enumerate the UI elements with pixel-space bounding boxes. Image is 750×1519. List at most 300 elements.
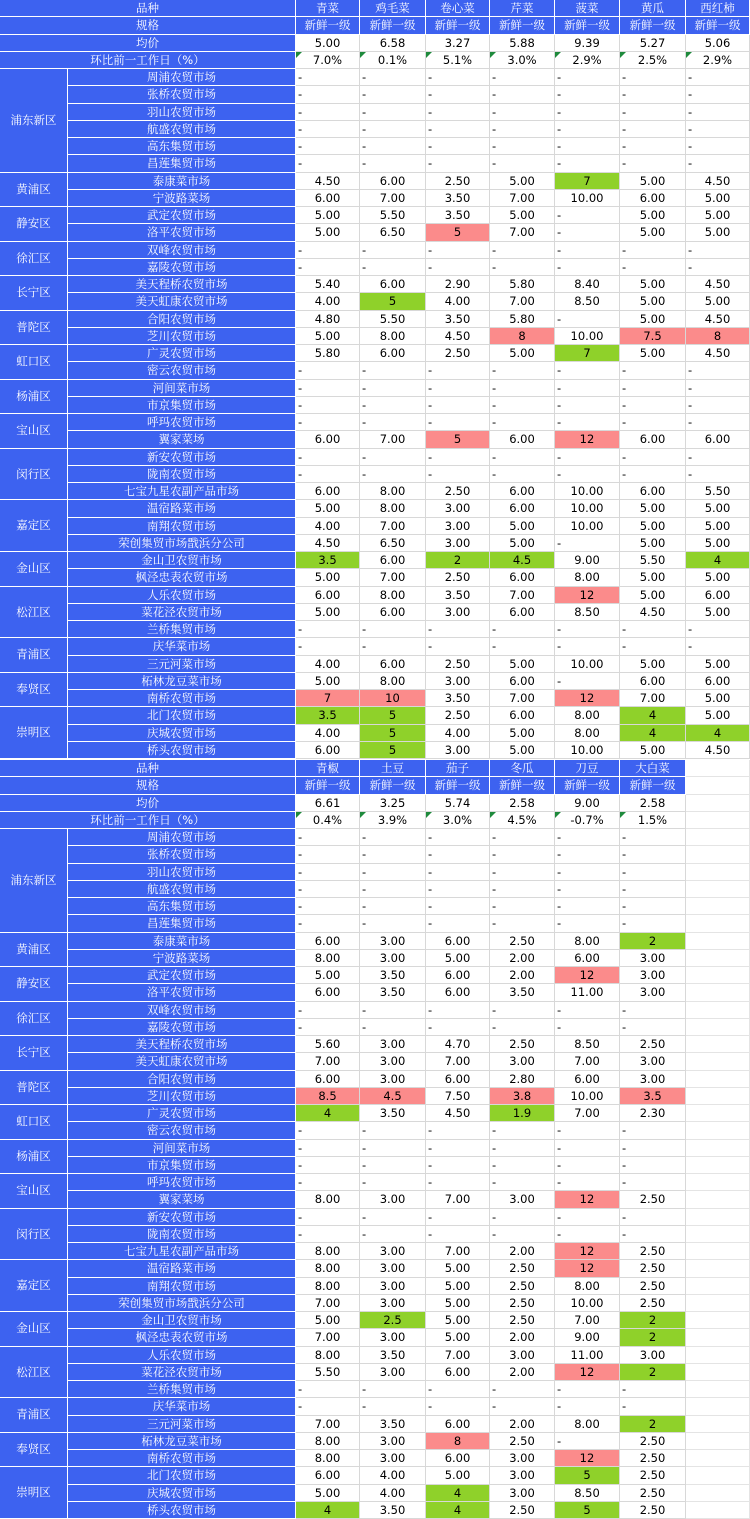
- price-cell[interactable]: -: [490, 138, 555, 155]
- price-cell[interactable]: 4.50: [686, 345, 750, 362]
- price-cell[interactable]: 3.00: [620, 967, 686, 984]
- price-cell[interactable]: 5.00: [620, 173, 686, 190]
- price-cell[interactable]: -: [555, 1174, 620, 1191]
- change-percent[interactable]: 7.0%: [296, 52, 360, 69]
- price-cell[interactable]: 5.00: [490, 345, 555, 362]
- price-cell[interactable]: -: [360, 104, 426, 121]
- price-cell[interactable]: -: [620, 414, 686, 431]
- price-cell[interactable]: -: [360, 138, 426, 155]
- price-cell[interactable]: -: [426, 846, 490, 863]
- price-cell[interactable]: 2.50: [426, 707, 490, 724]
- price-cell[interactable]: -: [555, 86, 620, 103]
- price-cell[interactable]: 5.00: [490, 725, 555, 742]
- price-cell[interactable]: -: [555, 898, 620, 915]
- price-cell[interactable]: -: [490, 1140, 555, 1157]
- price-cell[interactable]: 2: [620, 1329, 686, 1346]
- price-cell[interactable]: -: [620, 898, 686, 915]
- price-cell[interactable]: 5.50: [360, 311, 426, 328]
- average-price[interactable]: 5.27: [620, 35, 686, 52]
- price-cell[interactable]: 7.00: [490, 690, 555, 707]
- price-cell[interactable]: -: [620, 1122, 686, 1139]
- price-cell[interactable]: 2.5: [360, 1312, 426, 1329]
- spec-cell[interactable]: 新鲜一级: [686, 17, 750, 34]
- price-cell[interactable]: 8.00: [555, 707, 620, 724]
- price-cell[interactable]: -: [296, 898, 360, 915]
- price-cell[interactable]: -: [296, 69, 360, 86]
- price-cell[interactable]: 8: [686, 328, 750, 345]
- empty-cell[interactable]: [686, 1036, 750, 1053]
- price-cell[interactable]: 12: [555, 1191, 620, 1208]
- price-cell[interactable]: 3.00: [426, 604, 490, 621]
- price-cell[interactable]: 7.00: [555, 1312, 620, 1329]
- price-cell[interactable]: 6.00: [426, 984, 490, 1001]
- price-cell[interactable]: -: [296, 380, 360, 397]
- price-cell[interactable]: 3.50: [360, 1105, 426, 1122]
- price-cell[interactable]: 6.50: [360, 535, 426, 552]
- price-cell[interactable]: -: [555, 535, 620, 552]
- price-cell[interactable]: -: [296, 1019, 360, 1036]
- empty-cell[interactable]: [686, 1364, 750, 1381]
- vegetable-name[interactable]: 芹菜: [490, 0, 555, 17]
- price-cell[interactable]: 8: [426, 1433, 490, 1450]
- price-cell[interactable]: 3.00: [426, 518, 490, 535]
- price-cell[interactable]: -: [555, 397, 620, 414]
- price-cell[interactable]: 12: [555, 1450, 620, 1467]
- price-cell[interactable]: 6.00: [296, 742, 360, 759]
- price-cell[interactable]: -: [490, 449, 555, 466]
- price-cell[interactable]: -: [426, 829, 490, 846]
- empty-cell[interactable]: [686, 1381, 750, 1398]
- price-cell[interactable]: -: [426, 915, 490, 932]
- price-cell[interactable]: -: [296, 449, 360, 466]
- price-cell[interactable]: 8.40: [555, 276, 620, 293]
- price-cell[interactable]: 8.50: [555, 293, 620, 310]
- empty-cell[interactable]: [686, 898, 750, 915]
- price-cell[interactable]: -: [426, 362, 490, 379]
- price-cell[interactable]: -: [360, 397, 426, 414]
- price-cell[interactable]: 1.9: [490, 1105, 555, 1122]
- price-cell[interactable]: -: [296, 1226, 360, 1243]
- price-cell[interactable]: 8.00: [296, 1450, 360, 1467]
- price-cell[interactable]: 5.00: [296, 328, 360, 345]
- price-cell[interactable]: 6.00: [686, 587, 750, 604]
- price-cell[interactable]: -: [555, 259, 620, 276]
- price-cell[interactable]: 2.50: [426, 569, 490, 586]
- price-cell[interactable]: 3.50: [426, 311, 490, 328]
- spec-cell[interactable]: 新鲜一级: [490, 17, 555, 34]
- price-cell[interactable]: -: [555, 380, 620, 397]
- price-cell[interactable]: -: [555, 104, 620, 121]
- price-cell[interactable]: -: [686, 138, 750, 155]
- price-cell[interactable]: -: [620, 466, 686, 483]
- price-cell[interactable]: -: [555, 311, 620, 328]
- price-cell[interactable]: 5: [360, 293, 426, 310]
- price-cell[interactable]: -: [426, 104, 490, 121]
- price-cell[interactable]: 8.00: [555, 725, 620, 742]
- price-cell[interactable]: -: [296, 621, 360, 638]
- price-cell[interactable]: 5.00: [686, 535, 750, 552]
- price-cell[interactable]: 7.00: [360, 569, 426, 586]
- price-cell[interactable]: 9.00: [555, 1329, 620, 1346]
- price-cell[interactable]: 5.00: [426, 950, 490, 967]
- price-cell[interactable]: 2: [426, 552, 490, 569]
- price-cell[interactable]: 2.00: [490, 1364, 555, 1381]
- empty-cell[interactable]: [686, 1157, 750, 1174]
- price-cell[interactable]: -: [490, 1381, 555, 1398]
- price-cell[interactable]: 4.70: [426, 1036, 490, 1053]
- price-cell[interactable]: 5.00: [686, 604, 750, 621]
- price-cell[interactable]: -: [296, 846, 360, 863]
- price-cell[interactable]: 3.50: [360, 1502, 426, 1519]
- price-cell[interactable]: -: [360, 1226, 426, 1243]
- price-cell[interactable]: -: [426, 621, 490, 638]
- price-cell[interactable]: 6.00: [620, 431, 686, 448]
- price-cell[interactable]: 4.50: [686, 173, 750, 190]
- price-cell[interactable]: 8.00: [296, 1347, 360, 1364]
- price-cell[interactable]: 7.00: [490, 224, 555, 241]
- price-cell[interactable]: -: [360, 466, 426, 483]
- price-cell[interactable]: 7.00: [360, 431, 426, 448]
- price-cell[interactable]: 6.00: [296, 483, 360, 500]
- change-percent[interactable]: 4.5%: [490, 812, 555, 829]
- price-cell[interactable]: 8.50: [555, 1485, 620, 1502]
- price-cell[interactable]: 8.50: [555, 604, 620, 621]
- price-cell[interactable]: -: [555, 362, 620, 379]
- price-cell[interactable]: -: [490, 1019, 555, 1036]
- price-cell[interactable]: -: [555, 138, 620, 155]
- price-cell[interactable]: 2.90: [426, 276, 490, 293]
- price-cell[interactable]: 2.50: [490, 1295, 555, 1312]
- price-cell[interactable]: 8.00: [555, 1416, 620, 1433]
- price-cell[interactable]: 6.00: [620, 673, 686, 690]
- price-cell[interactable]: 10.00: [555, 742, 620, 759]
- empty-cell[interactable]: [686, 1191, 750, 1208]
- price-cell[interactable]: -: [620, 380, 686, 397]
- price-cell[interactable]: -: [555, 449, 620, 466]
- price-cell[interactable]: -: [620, 864, 686, 881]
- price-cell[interactable]: 5.00: [686, 190, 750, 207]
- price-cell[interactable]: -: [490, 1209, 555, 1226]
- price-cell[interactable]: 4.80: [296, 311, 360, 328]
- price-cell[interactable]: 3.00: [360, 933, 426, 950]
- price-cell[interactable]: -: [686, 155, 750, 172]
- vegetable-name[interactable]: 黄瓜: [620, 0, 686, 17]
- price-cell[interactable]: 6.00: [296, 431, 360, 448]
- price-cell[interactable]: 3.00: [426, 742, 490, 759]
- price-cell[interactable]: 3.00: [620, 950, 686, 967]
- price-cell[interactable]: 6.00: [426, 1071, 490, 1088]
- empty-cell[interactable]: [686, 1088, 750, 1105]
- price-cell[interactable]: 7.00: [490, 293, 555, 310]
- price-cell[interactable]: 5.00: [620, 518, 686, 535]
- price-cell[interactable]: 8.00: [555, 569, 620, 586]
- price-cell[interactable]: 3.00: [490, 1485, 555, 1502]
- price-cell[interactable]: -: [360, 864, 426, 881]
- price-cell[interactable]: -: [686, 621, 750, 638]
- price-cell[interactable]: 5: [555, 1502, 620, 1519]
- price-cell[interactable]: 4.50: [426, 1105, 490, 1122]
- price-cell[interactable]: -: [296, 1157, 360, 1174]
- price-cell[interactable]: -: [620, 259, 686, 276]
- price-cell[interactable]: 10.00: [555, 328, 620, 345]
- price-cell[interactable]: 12: [555, 690, 620, 707]
- spec-cell[interactable]: 新鲜一级: [360, 17, 426, 34]
- price-cell[interactable]: 6.00: [555, 950, 620, 967]
- price-cell[interactable]: -: [360, 638, 426, 655]
- price-cell[interactable]: -: [490, 881, 555, 898]
- price-cell[interactable]: 3.00: [360, 1433, 426, 1450]
- price-cell[interactable]: -: [360, 1209, 426, 1226]
- change-percent[interactable]: 1.5%: [620, 812, 686, 829]
- price-cell[interactable]: 4: [620, 707, 686, 724]
- price-cell[interactable]: 5.00: [620, 569, 686, 586]
- price-cell[interactable]: 5.00: [296, 500, 360, 517]
- empty-cell[interactable]: [686, 1260, 750, 1277]
- price-cell[interactable]: -: [296, 1140, 360, 1157]
- price-cell[interactable]: 5.00: [426, 1467, 490, 1484]
- price-cell[interactable]: 6.00: [360, 276, 426, 293]
- price-cell[interactable]: 4.50: [296, 535, 360, 552]
- price-cell[interactable]: -: [426, 1002, 490, 1019]
- price-cell[interactable]: 5.00: [296, 673, 360, 690]
- change-percent[interactable]: 2.9%: [555, 52, 620, 69]
- empty-cell[interactable]: [686, 967, 750, 984]
- price-cell[interactable]: 5: [360, 742, 426, 759]
- price-cell[interactable]: 8.00: [360, 587, 426, 604]
- empty-cell[interactable]: [686, 1398, 750, 1415]
- vegetable-name[interactable]: 鸡毛菜: [360, 0, 426, 17]
- price-cell[interactable]: -: [426, 86, 490, 103]
- price-cell[interactable]: 3.00: [426, 673, 490, 690]
- price-cell[interactable]: 10: [360, 690, 426, 707]
- price-cell[interactable]: 3.5: [296, 552, 360, 569]
- average-price[interactable]: 5.88: [490, 35, 555, 52]
- price-cell[interactable]: -: [490, 1226, 555, 1243]
- price-cell[interactable]: 2.50: [620, 1260, 686, 1277]
- price-cell[interactable]: 7.00: [296, 1416, 360, 1433]
- price-cell[interactable]: 5.80: [296, 345, 360, 362]
- price-cell[interactable]: 10.00: [555, 1295, 620, 1312]
- price-cell[interactable]: 5.00: [426, 1329, 490, 1346]
- price-cell[interactable]: 11.00: [555, 1347, 620, 1364]
- price-cell[interactable]: -: [686, 86, 750, 103]
- price-cell[interactable]: -: [555, 155, 620, 172]
- price-cell[interactable]: -: [490, 362, 555, 379]
- price-cell[interactable]: 7.50: [426, 1088, 490, 1105]
- price-cell[interactable]: 8.5: [296, 1088, 360, 1105]
- price-cell[interactable]: 5.80: [490, 276, 555, 293]
- empty-cell[interactable]: [686, 1209, 750, 1226]
- average-price[interactable]: 3.27: [426, 35, 490, 52]
- empty-cell[interactable]: [686, 1243, 750, 1260]
- price-cell[interactable]: -: [426, 138, 490, 155]
- empty-cell[interactable]: [686, 777, 750, 794]
- price-cell[interactable]: -: [360, 1140, 426, 1157]
- price-cell[interactable]: -: [555, 1381, 620, 1398]
- price-cell[interactable]: 3.00: [360, 1329, 426, 1346]
- price-cell[interactable]: -: [426, 414, 490, 431]
- price-cell[interactable]: 2.00: [490, 967, 555, 984]
- price-cell[interactable]: -: [555, 1398, 620, 1415]
- price-cell[interactable]: 5.00: [296, 967, 360, 984]
- price-cell[interactable]: -: [686, 259, 750, 276]
- empty-cell[interactable]: [686, 933, 750, 950]
- price-cell[interactable]: -: [360, 1174, 426, 1191]
- price-cell[interactable]: -: [555, 224, 620, 241]
- price-cell[interactable]: -: [360, 1002, 426, 1019]
- price-cell[interactable]: -: [426, 69, 490, 86]
- price-cell[interactable]: -: [360, 414, 426, 431]
- price-cell[interactable]: 6.00: [490, 569, 555, 586]
- price-cell[interactable]: 6.00: [360, 604, 426, 621]
- spec-cell[interactable]: 新鲜一级: [296, 777, 360, 794]
- price-cell[interactable]: -: [620, 621, 686, 638]
- price-cell[interactable]: 8: [490, 328, 555, 345]
- price-cell[interactable]: -: [620, 449, 686, 466]
- price-cell[interactable]: 3.50: [426, 690, 490, 707]
- empty-cell[interactable]: [686, 1467, 750, 1484]
- price-cell[interactable]: 5.00: [490, 518, 555, 535]
- price-cell[interactable]: -: [620, 104, 686, 121]
- price-cell[interactable]: 3.50: [360, 1416, 426, 1433]
- change-percent[interactable]: 0.1%: [360, 52, 426, 69]
- price-cell[interactable]: -: [490, 1157, 555, 1174]
- average-price[interactable]: 9.39: [555, 35, 620, 52]
- price-cell[interactable]: 7.00: [555, 1105, 620, 1122]
- price-cell[interactable]: -: [620, 1174, 686, 1191]
- price-cell[interactable]: 5.00: [296, 207, 360, 224]
- price-cell[interactable]: -: [620, 846, 686, 863]
- price-cell[interactable]: 4.00: [360, 1467, 426, 1484]
- price-cell[interactable]: -: [620, 397, 686, 414]
- price-cell[interactable]: 2.00: [490, 1329, 555, 1346]
- price-cell[interactable]: 5.00: [686, 293, 750, 310]
- price-cell[interactable]: -: [620, 138, 686, 155]
- price-cell[interactable]: 6.00: [360, 345, 426, 362]
- price-cell[interactable]: -: [555, 881, 620, 898]
- price-cell[interactable]: -: [296, 397, 360, 414]
- price-cell[interactable]: 2.50: [490, 1312, 555, 1329]
- spec-cell[interactable]: 新鲜一级: [360, 777, 426, 794]
- price-cell[interactable]: 5: [360, 725, 426, 742]
- price-cell[interactable]: 6.00: [296, 1467, 360, 1484]
- price-cell[interactable]: 5.00: [296, 1485, 360, 1502]
- price-cell[interactable]: 7.00: [360, 518, 426, 535]
- price-cell[interactable]: -: [620, 915, 686, 932]
- price-cell[interactable]: -: [296, 881, 360, 898]
- price-cell[interactable]: 6.00: [296, 587, 360, 604]
- price-cell[interactable]: -: [296, 121, 360, 138]
- price-cell[interactable]: 5.00: [620, 224, 686, 241]
- spec-cell[interactable]: 新鲜一级: [490, 777, 555, 794]
- price-cell[interactable]: -: [555, 414, 620, 431]
- price-cell[interactable]: 5.50: [360, 207, 426, 224]
- price-cell[interactable]: -: [686, 449, 750, 466]
- price-cell[interactable]: 2.50: [620, 1485, 686, 1502]
- empty-cell[interactable]: [686, 881, 750, 898]
- price-cell[interactable]: 3.00: [490, 1053, 555, 1070]
- price-cell[interactable]: -: [686, 380, 750, 397]
- price-cell[interactable]: 2.00: [490, 1416, 555, 1433]
- price-cell[interactable]: 5: [555, 1467, 620, 1484]
- spec-cell[interactable]: 新鲜一级: [620, 777, 686, 794]
- price-cell[interactable]: 10.00: [555, 656, 620, 673]
- change-percent[interactable]: 5.1%: [426, 52, 490, 69]
- price-cell[interactable]: 6.00: [490, 431, 555, 448]
- empty-cell[interactable]: [686, 1140, 750, 1157]
- price-cell[interactable]: -: [360, 1381, 426, 1398]
- spec-cell[interactable]: 新鲜一级: [555, 17, 620, 34]
- price-cell[interactable]: 4.00: [426, 293, 490, 310]
- price-cell[interactable]: 3.00: [426, 535, 490, 552]
- price-cell[interactable]: -: [360, 1122, 426, 1139]
- empty-cell[interactable]: [686, 1174, 750, 1191]
- price-cell[interactable]: -: [296, 1002, 360, 1019]
- price-cell[interactable]: 8.00: [555, 933, 620, 950]
- price-cell[interactable]: 3.50: [426, 190, 490, 207]
- price-cell[interactable]: 5.00: [620, 535, 686, 552]
- price-cell[interactable]: 2: [620, 1364, 686, 1381]
- price-cell[interactable]: -: [426, 1122, 490, 1139]
- vegetable-name[interactable]: 刀豆: [555, 760, 620, 777]
- price-cell[interactable]: 8.00: [360, 328, 426, 345]
- price-cell[interactable]: -: [686, 242, 750, 259]
- price-cell[interactable]: 5.50: [620, 552, 686, 569]
- price-cell[interactable]: 8.00: [296, 1433, 360, 1450]
- price-cell[interactable]: 6.00: [490, 483, 555, 500]
- price-cell[interactable]: 2.30: [620, 1105, 686, 1122]
- price-cell[interactable]: 2.50: [490, 1433, 555, 1450]
- price-cell[interactable]: -: [296, 1381, 360, 1398]
- price-cell[interactable]: -: [490, 104, 555, 121]
- price-cell[interactable]: -: [490, 155, 555, 172]
- price-cell[interactable]: 3.00: [490, 1450, 555, 1467]
- price-cell[interactable]: -: [490, 915, 555, 932]
- price-cell[interactable]: -: [555, 1157, 620, 1174]
- price-cell[interactable]: 5: [426, 431, 490, 448]
- price-cell[interactable]: 6.00: [360, 552, 426, 569]
- price-cell[interactable]: -: [426, 380, 490, 397]
- price-cell[interactable]: -: [686, 362, 750, 379]
- empty-cell[interactable]: [686, 864, 750, 881]
- price-cell[interactable]: 5.00: [686, 518, 750, 535]
- price-cell[interactable]: -: [555, 1226, 620, 1243]
- price-cell[interactable]: -: [490, 829, 555, 846]
- price-cell[interactable]: -: [490, 259, 555, 276]
- price-cell[interactable]: -: [555, 69, 620, 86]
- price-cell[interactable]: 7.00: [555, 1053, 620, 1070]
- price-cell[interactable]: -: [296, 1209, 360, 1226]
- price-cell[interactable]: -: [686, 638, 750, 655]
- price-cell[interactable]: 2.50: [426, 345, 490, 362]
- price-cell[interactable]: -: [620, 638, 686, 655]
- price-cell[interactable]: 2: [620, 1416, 686, 1433]
- price-cell[interactable]: 5.00: [620, 500, 686, 517]
- price-cell[interactable]: 3.00: [360, 1071, 426, 1088]
- vegetable-name[interactable]: 茄子: [426, 760, 490, 777]
- price-cell[interactable]: -: [686, 397, 750, 414]
- price-cell[interactable]: 5.00: [620, 293, 686, 310]
- price-cell[interactable]: 6.00: [490, 500, 555, 517]
- price-cell[interactable]: 8.00: [296, 950, 360, 967]
- price-cell[interactable]: 6.00: [490, 604, 555, 621]
- price-cell[interactable]: 7.00: [426, 1053, 490, 1070]
- price-cell[interactable]: -: [426, 1398, 490, 1415]
- price-cell[interactable]: 7: [555, 173, 620, 190]
- price-cell[interactable]: 3.00: [360, 1295, 426, 1312]
- price-cell[interactable]: 5.00: [426, 1312, 490, 1329]
- price-cell[interactable]: -: [296, 104, 360, 121]
